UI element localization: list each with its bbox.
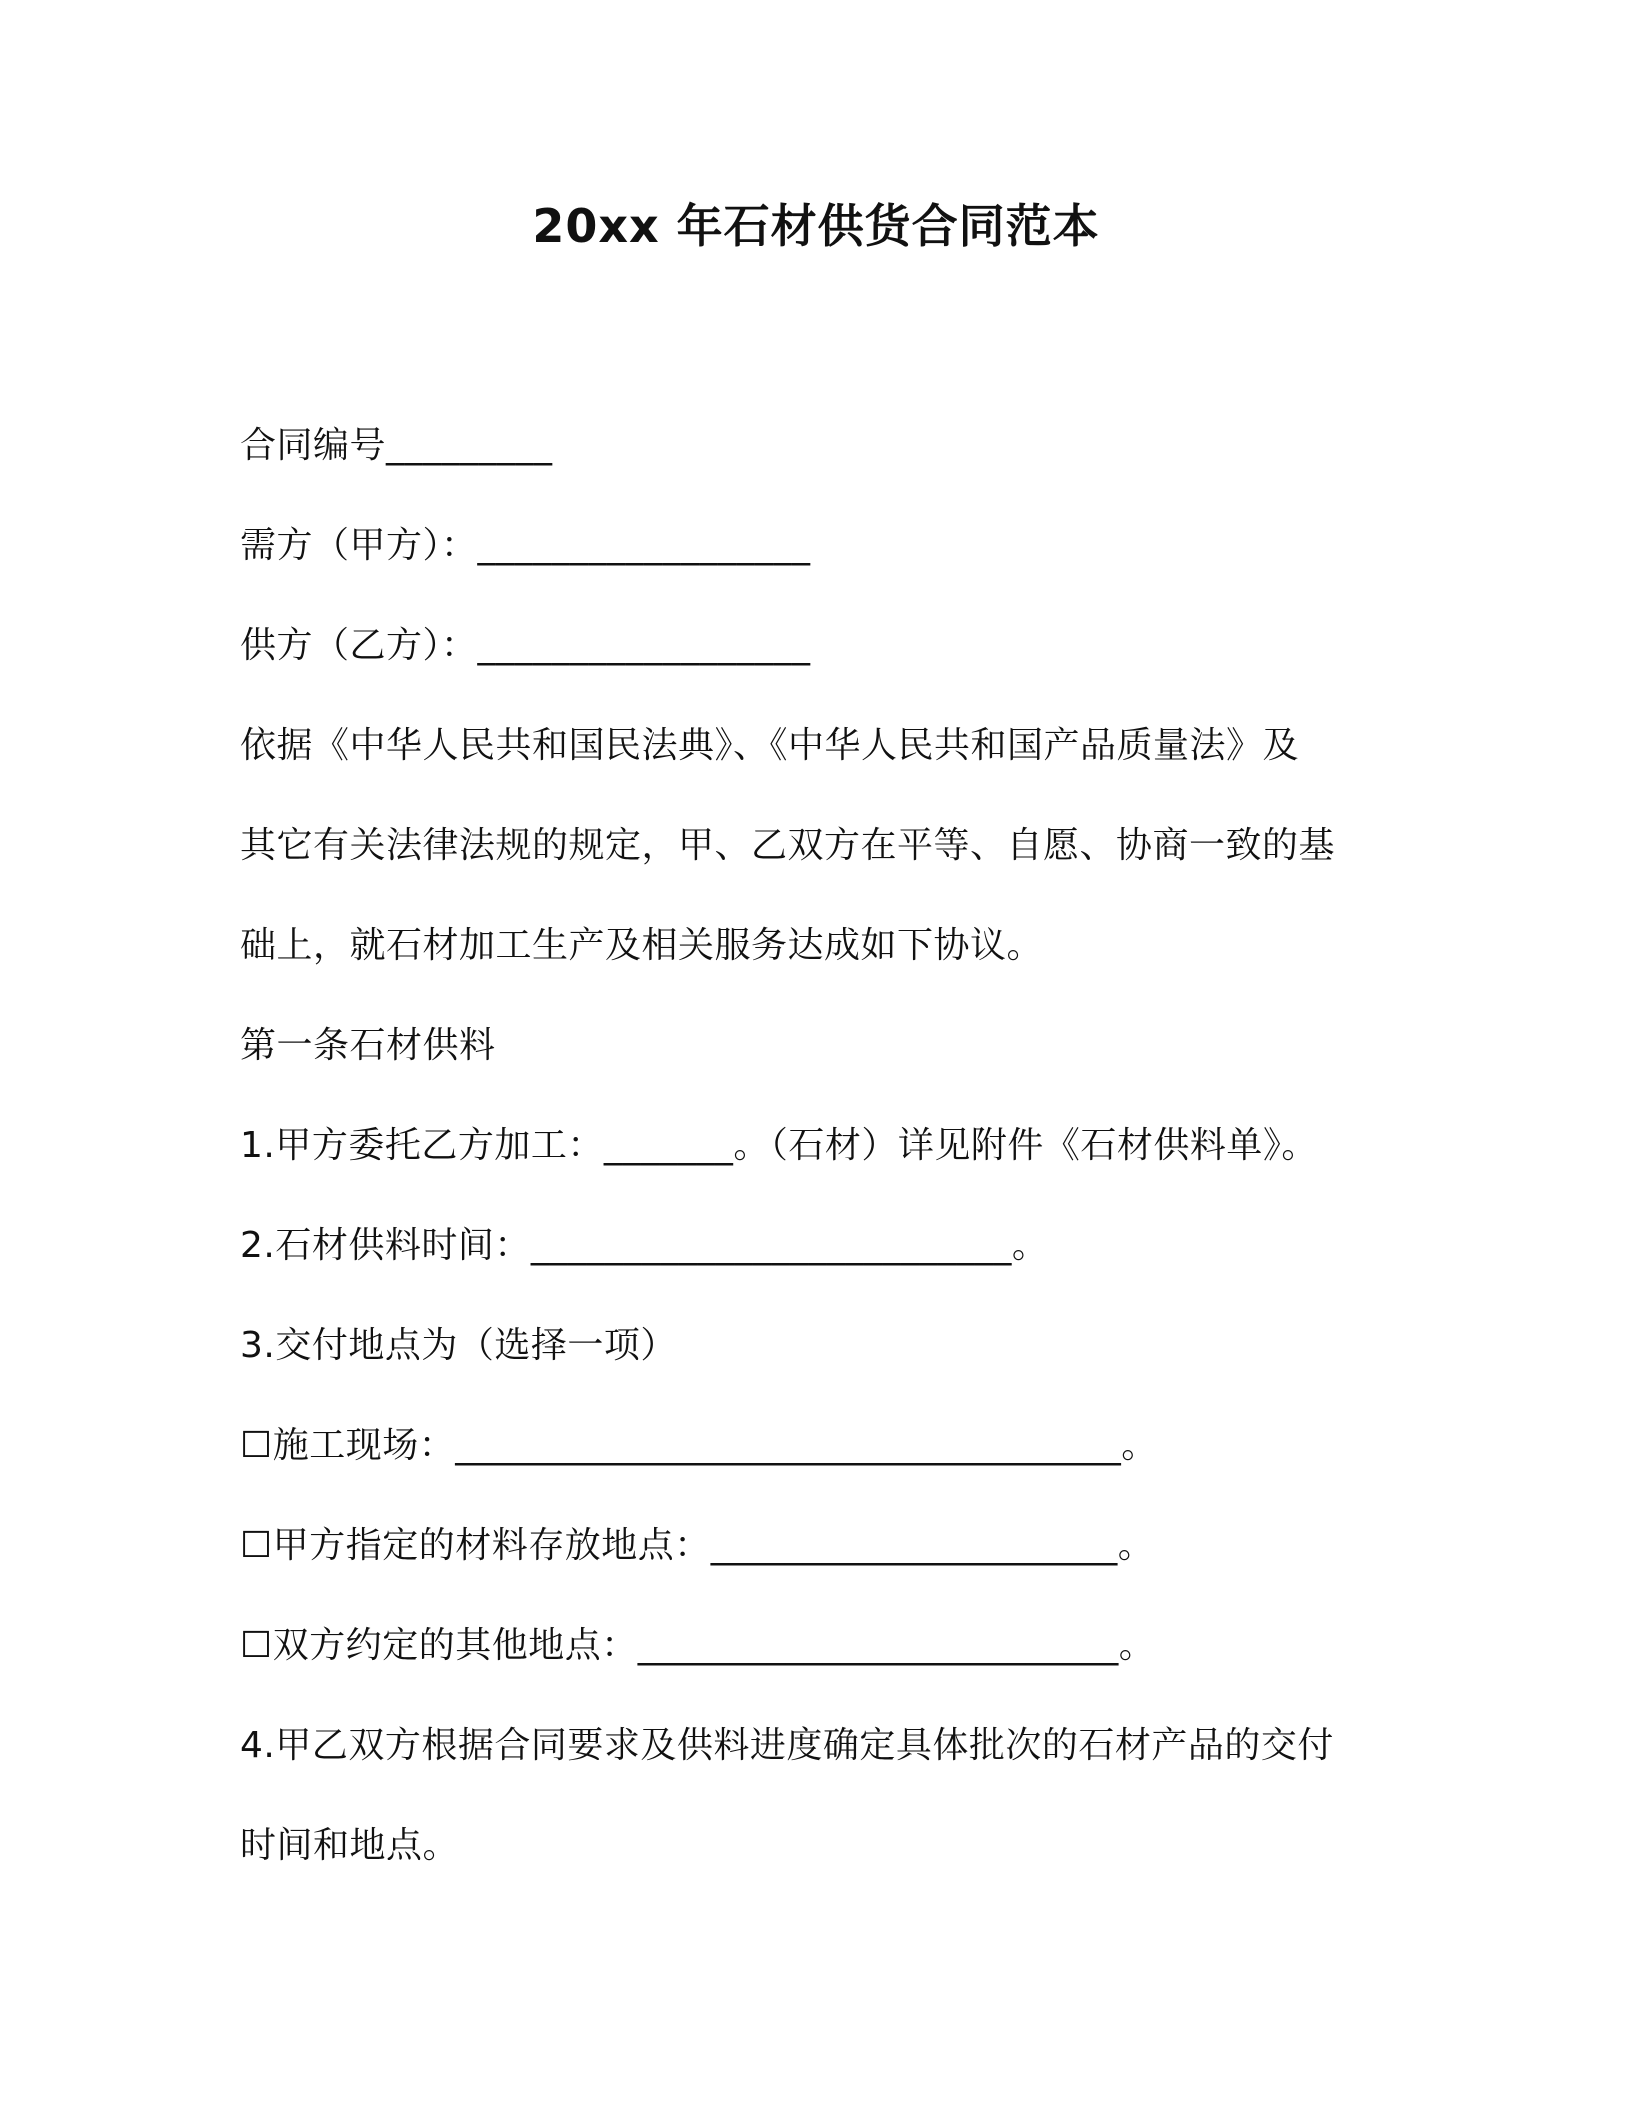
clause-1-2: 2.石材供料时间：__________________________。	[240, 1225, 1049, 1266]
preamble-line-1: 依据《中华人民共和国民法典》、《中华人民共和国产品质量法》及	[240, 725, 1300, 766]
document-title: 20xx 年石材供货合同范本	[532, 199, 1100, 253]
clause-1-4-line-1: 4.甲乙双方根据合同要求及供料进度确定具体批次的石材产品的交付	[240, 1725, 1334, 1766]
delivery-option-site: ☐施工现场：____________________________________。	[240, 1425, 1158, 1466]
preamble-line-2: 其它有关法律法规的规定，甲、乙双方在平等、自愿、协商一致的基	[240, 825, 1336, 866]
clause-1-1: 1.甲方委托乙方加工：_______。（石材）详见附件《石材供料单》。	[240, 1125, 1318, 1166]
article-1-heading: 第一条石材供料	[240, 1025, 496, 1066]
clause-1-4-line-2: 时间和地点。	[240, 1825, 460, 1866]
contract-number-line: 合同编号_________	[240, 425, 553, 466]
preamble-line-3: 础上，就石材加工生产及相关服务达成如下协议。	[240, 925, 1044, 966]
delivery-option-other: ☐双方约定的其他地点：__________________________。	[240, 1625, 1156, 1666]
clause-1-3: 3.交付地点为（选择一项）	[240, 1325, 677, 1366]
supplier-party-line: 供方（乙方）：__________________	[240, 625, 811, 666]
buyer-party-line: 需方（甲方）：__________________	[240, 525, 811, 566]
delivery-option-buyer-storage: ☐甲方指定的材料存放地点：______________________。	[240, 1525, 1155, 1566]
